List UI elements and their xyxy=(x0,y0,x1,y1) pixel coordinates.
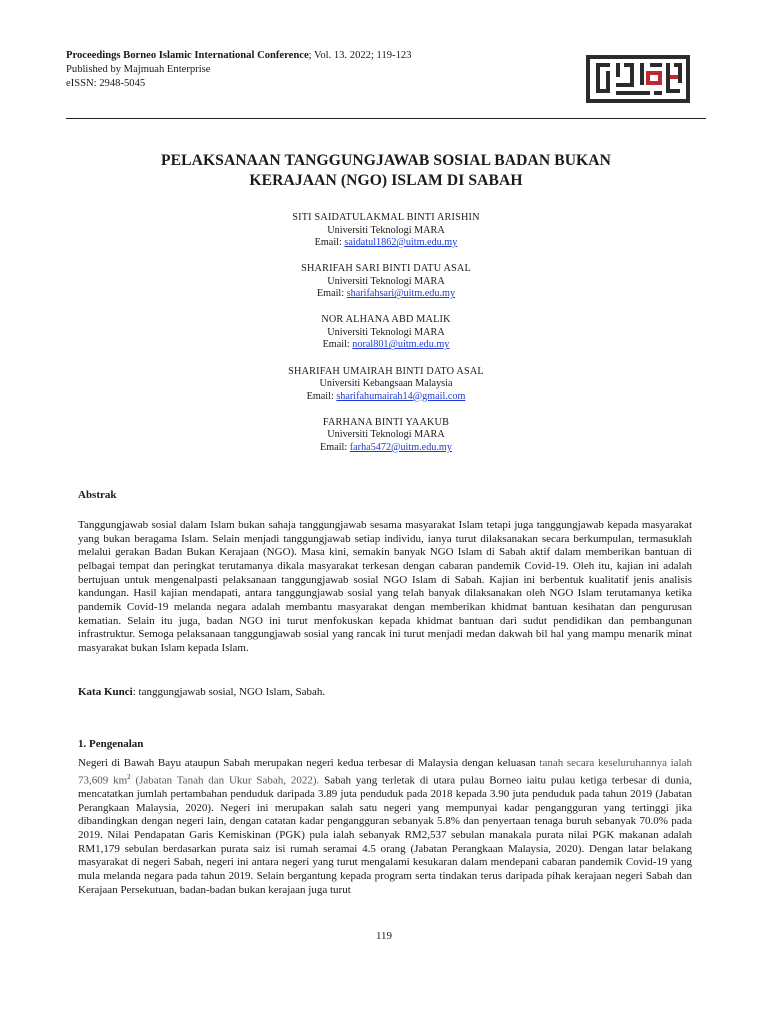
keywords-line xyxy=(78,686,325,698)
author-name: SITI SAIDATULAKMAL BINTI ARISHIN xyxy=(292,212,480,223)
author-email-link[interactable]: noral801@uitm.edu.my xyxy=(352,339,450,351)
header-divider xyxy=(66,118,706,119)
abstract-body: Tanggungjawab sosial dalam Islam bukan sahaja tanggungjawab sesama masyarakat Islam tetapi juga tanggungjawab kepada masyarakat yang bukan beragama Islam. Selain menjadi tanggungjawab setiap individu, ianya turut dilaksanakan secara berkumpulan, termasuklah melalui gerakan Badan Bukan Kerajaan (NGO). Masa kini, semakin banyak NGO Islam di Sabah aktif dalam memberikan bantuan di pelbagai tempat dan peringkat terutamanya dikala masyarakat terkesan dengan cabaran pandemik Covid-19. Oleh itu, kajian ini adalah bertujuan untuk mengenalpasti pelaksanaan tanggungjawab sosial NGO Islam di Sabah. Kajian ini berbentuk kualitatif jenis analisis kandungan. Hasil kajian mendapati, antara tanggungjawab sosial yang telah banyak dilaksanakan oleh NGO Islam terutamanya ketika pandemik Covid-19 melanda negara adalah membantu masyarakat dengan memberikan khidmat bantuan kesihatan dan pengurusan kematian. Selain itu juga, badan NGO ini turut menfokuskan kepada khidmat bantuan dari sudut pendidikan dan pembangunan infrastruktur. Semoga pelaksanaan tanggungjawab sosial yang rancak ini turut menjadi medan dakwah bil hal yang mampu menarik minat masyarakat bukan Islam kepada Islam. xyxy=(78,519,692,654)
author-email-link[interactable]: saidatul1862@uitm.edu.my xyxy=(344,237,458,248)
keywords-label: Kata Kunci xyxy=(78,686,133,698)
eissn-line: eISSN: 2948-5045 xyxy=(66,78,146,89)
author-email-line xyxy=(66,442,706,455)
email-label: Email: xyxy=(306,390,337,402)
author-email-line xyxy=(66,288,706,301)
paper-title-line-1: PELAKSANAAN TANGGUNGJAWAB SOSIAL BADAN BUKAN xyxy=(160,152,612,169)
intro-text-part-2: Sabah yang terletak di utara pulau Borneo iaitu pulau ketiga terbesar di dunia, mencatatkan jumlah pertambahan penduduk daripada 3.89 juta penduduk pada 2018 kepada 3.90 juta penduduk pada tahun 2019 (Jabatan Perangkaan Malaysia, 2020). Negeri ini merupakan salah satu negeri yang mempunyai kadar pengangguran yang tertinggi jika dibandingkan dengan negeri lain, dengan catatan kadar pengangguran sebanyak 5.8% dan penyertaan tenaga buruh sebanyak 70.0% pada 2019. Nilai Pendapatan Garis Kemiskinan (PGK) pula ialah sebanyak RM2,537 sebulan manakala purata nilai PGK makanan adalah RM1,179 sebulan berdasarkan purata saiz isi rumah seramai 4.5 orang (Jabatan Perangkaan Malaysia, 2020). Dengan latar belakang masyarakat di negeri Sabah, negeri ini antara negeri yang turut mengalami kesukaran dalam mendepani cabaran pandemik Covid-19 yang mula melanda negara pada tahun 2019. Selain bergantung kepada program serta tindakan terus daripada pihak kerajaan negeri Sabah dan Kerajaan Persekutuan, badan-badan bukan kerajaan juga turut xyxy=(78,774,693,896)
author-affiliation: Universiti Teknologi MARA xyxy=(327,275,445,287)
author-affiliation: Universiti Teknologi MARA xyxy=(327,224,445,236)
intro-area-citation: (Jabatan Tanah dan Ukur Sabah, 2022). xyxy=(130,774,320,787)
paper-title xyxy=(66,151,706,191)
author-name: SHARIFAH SARI BINTI DATU ASAL xyxy=(301,263,471,275)
author-email-line xyxy=(66,391,706,404)
journal-header xyxy=(66,49,411,91)
superscript-2: 2 xyxy=(127,772,131,781)
author-block xyxy=(66,314,706,352)
email-label: Email: xyxy=(316,288,347,300)
intro-body xyxy=(78,757,692,897)
author-name: FARHANA BINTI YAAKUB xyxy=(322,416,450,428)
author-email-line xyxy=(66,237,706,250)
author-affiliation: Universiti Kebangsaan Malaysia xyxy=(319,378,453,390)
author-block xyxy=(66,212,706,250)
author-block xyxy=(66,263,706,301)
abstract-heading: Abstrak xyxy=(78,489,117,501)
volume-info: ; Vol. 13. 2022; 119-123 xyxy=(308,50,412,61)
email-label: Email: xyxy=(320,441,350,453)
publisher-line: Published by Majmuah Enterprise xyxy=(66,64,211,75)
intro-text-part-1: Negeri di Bawah Bayu ataupun Sabah merupakan negeri kedua terbesar di Malaysia dengan keluasan xyxy=(78,757,540,769)
author-affiliation: Universiti Teknologi MARA xyxy=(327,429,445,441)
author-email-link[interactable]: sharifahsari@uitm.edu.my xyxy=(346,288,456,300)
paper-title-line-2: KERAJAAN (NGO) ISLAM DI SABAH xyxy=(249,172,523,189)
author-email-link[interactable]: farha5472@uitm.edu.my xyxy=(349,441,452,453)
keywords-text: : tanggungjawab sosial, NGO Islam, Sabah. xyxy=(132,686,326,698)
intro-area-text: tanah secara keseluruhannya ialah 73,609 km xyxy=(78,757,692,787)
email-label: Email: xyxy=(322,339,353,351)
journal-citation-line xyxy=(66,49,411,63)
author-affiliation: Universiti Teknologi MARA xyxy=(327,326,445,338)
author-block xyxy=(66,417,706,455)
conference-name: Proceedings Borneo Islamic International Conference xyxy=(66,50,309,61)
author-block xyxy=(66,366,706,404)
page-number: 119 xyxy=(375,930,393,942)
author-name: SHARIFAH UMAIRAH BINTI DATO ASAL xyxy=(288,365,484,377)
intro-heading: 1. Pengenalan xyxy=(78,738,144,750)
email-label: Email: xyxy=(314,237,345,248)
author-list xyxy=(66,212,706,468)
author-email-link[interactable]: sharifahumairah14@gmail.com xyxy=(336,390,466,402)
author-name: NOR ALHANA ABD MALIK xyxy=(321,314,451,326)
author-email-line xyxy=(66,339,706,352)
kufic-calligraphy-logo-icon xyxy=(586,53,690,105)
